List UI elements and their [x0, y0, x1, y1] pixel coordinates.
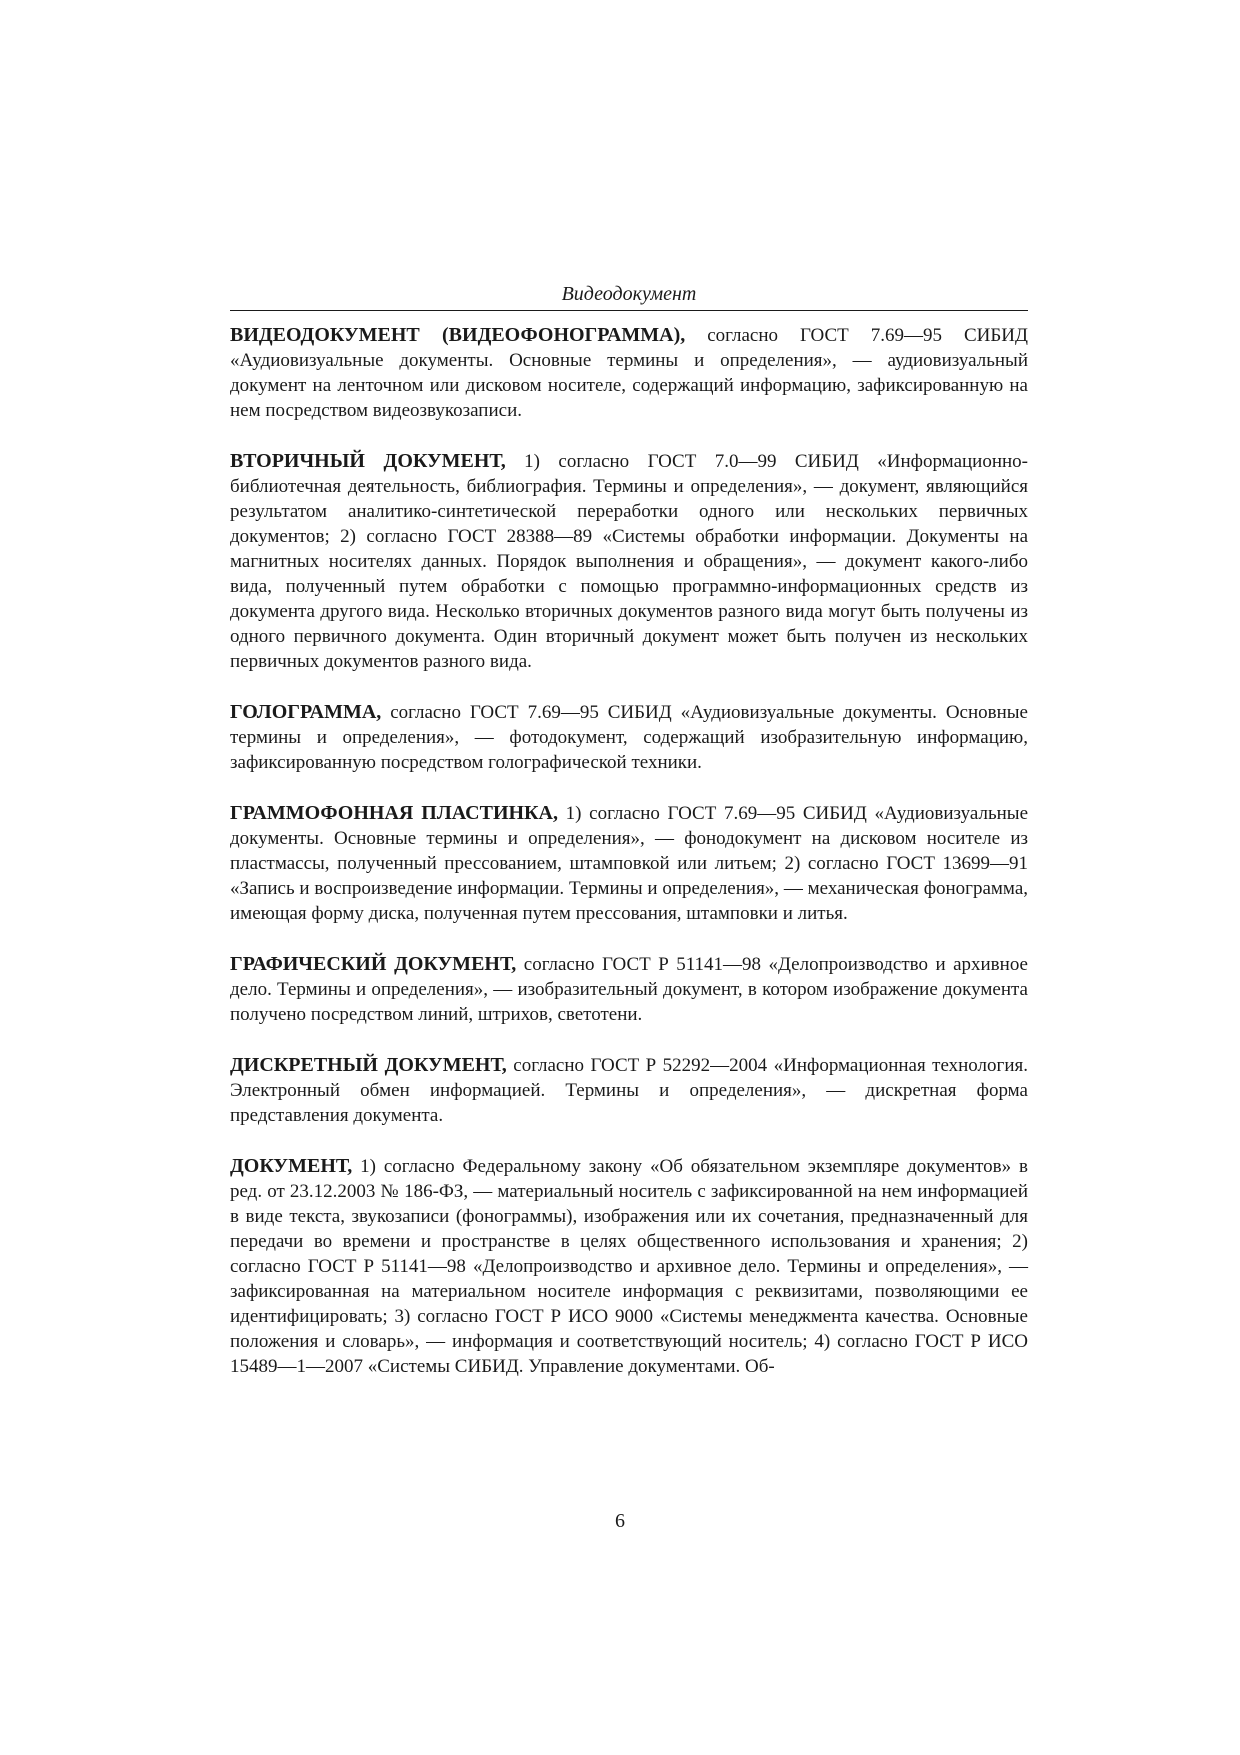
- entry-definition: согласно ГОСТ 7.69—95 СИБИД «Аудиовизуальные документы. Основные термины и определения», — фотодокумент, содержащий изобразительную информацию, зафиксированную посредством голографической техники.: [230, 702, 1028, 773]
- entry-term: ДИСКРЕТНЫЙ ДОКУМЕНТ,: [230, 1054, 507, 1076]
- dictionary-entry: [230, 1053, 1028, 1128]
- entry-definition: 1) согласно Федеральному закону «Об обязательном экземпляре документов» в ред. от 23.12.2003 № 186-ФЗ, — материальный носитель с зафиксированной на нем информацией в виде текста, звукозаписи (фонограммы), изображения или их сочетания, предназначенный для передачи во времени и пространстве в целях общественного использования и хранения; 2) согласно ГОСТ Р 51141—98 «Делопроизводство и архивное дело. Термины и определения», — зафиксированная на материальном носителе информация с реквизитами, позволяющими ее идентифицировать; 3) согласно ГОСТ Р ИСО 9000 «Системы менеджмента качества. Основные положения и словарь», — информация и соответствующий носитель; 4) согласно ГОСТ Р ИСО 15489—1—2007 «Системы СИБИД. Управление документами. Об-: [230, 1156, 1028, 1377]
- entry-definition: согласно ГОСТ 7.69—95 СИБИД «Аудиовизуальные документы. Основные термины и определения», — аудиовизуальный документ на ленточном или дисковом носителе, содержащий информацию, зафиксированную на нем посредством видеозвукозаписи.: [230, 325, 1028, 421]
- entry-definition: согласно ГОСТ Р 52292—2004 «Информационная технология. Электронный обмен информацией. Термины и определения», — дискретная форма представления документа.: [230, 1055, 1028, 1126]
- entry-term: ДОКУМЕНТ,: [230, 1155, 353, 1177]
- entry-term: ГРАММОФОННАЯ ПЛАСТИНКА,: [230, 802, 559, 824]
- dictionary-entry: [230, 700, 1028, 775]
- dictionary-entry: [230, 323, 1028, 423]
- page-number: 6: [615, 1510, 625, 1532]
- running-head: Видеодокумент: [230, 280, 1028, 311]
- dictionary-entry: [230, 952, 1028, 1027]
- entry-definition: 1) согласно ГОСТ 7.69—95 СИБИД «Аудиовизуальные документы. Основные термины и определения», — фонодокумент на дисковом носителе из пластмассы, полученный прессованием, штамповкой или литьем; 2) согласно ГОСТ 13699—91 «Запись и воспроизведение информации. Термины и определения», — механическая фонограмма, имеющая форму диска, полученная путем прессования, штамповки и литья.: [230, 803, 1029, 924]
- entry-definition: согласно ГОСТ Р 51141—98 «Делопроизводство и архивное дело. Термины и определения», — изобразительный документ, в котором изображение документа получено посредством линий, штрихов, светотени.: [230, 954, 1028, 1025]
- dictionary-entry: [230, 1154, 1028, 1379]
- dictionary-entry: [230, 801, 1028, 926]
- dictionary-entry: [230, 449, 1028, 674]
- page-body: [230, 280, 1028, 1405]
- entry-term: ВИДЕОДОКУМЕНТ (ВИДЕОФОНОГРАММА),: [230, 324, 686, 346]
- entry-definition: 1) согласно ГОСТ 7.0—99 СИБИД «Информационно-библиотечная деятельность, библиография. Термины и определения», — документ, являющийся результатом аналитико-синтетической переработки одного или нескольких первичных документов; 2) согласно ГОСТ 28388—89 «Системы обработки информации. Документы на магнитных носителях данных. Порядок выполнения и обращения», — документ какого-либо вида, полученный путем обработки с помощью программно-информационных средств из документа другого вида. Несколько вторичных документов разного вида могут быть получены из одного первичного документа. Один вторичный документ может быть получен из нескольких первичных документов разного вида.: [230, 451, 1028, 672]
- entry-term: ГРАФИЧЕСКИЙ ДОКУМЕНТ,: [230, 953, 517, 975]
- entry-term: ГОЛОГРАММА,: [230, 701, 382, 723]
- entry-term: ВТОРИЧНЫЙ ДОКУМЕНТ,: [230, 450, 506, 472]
